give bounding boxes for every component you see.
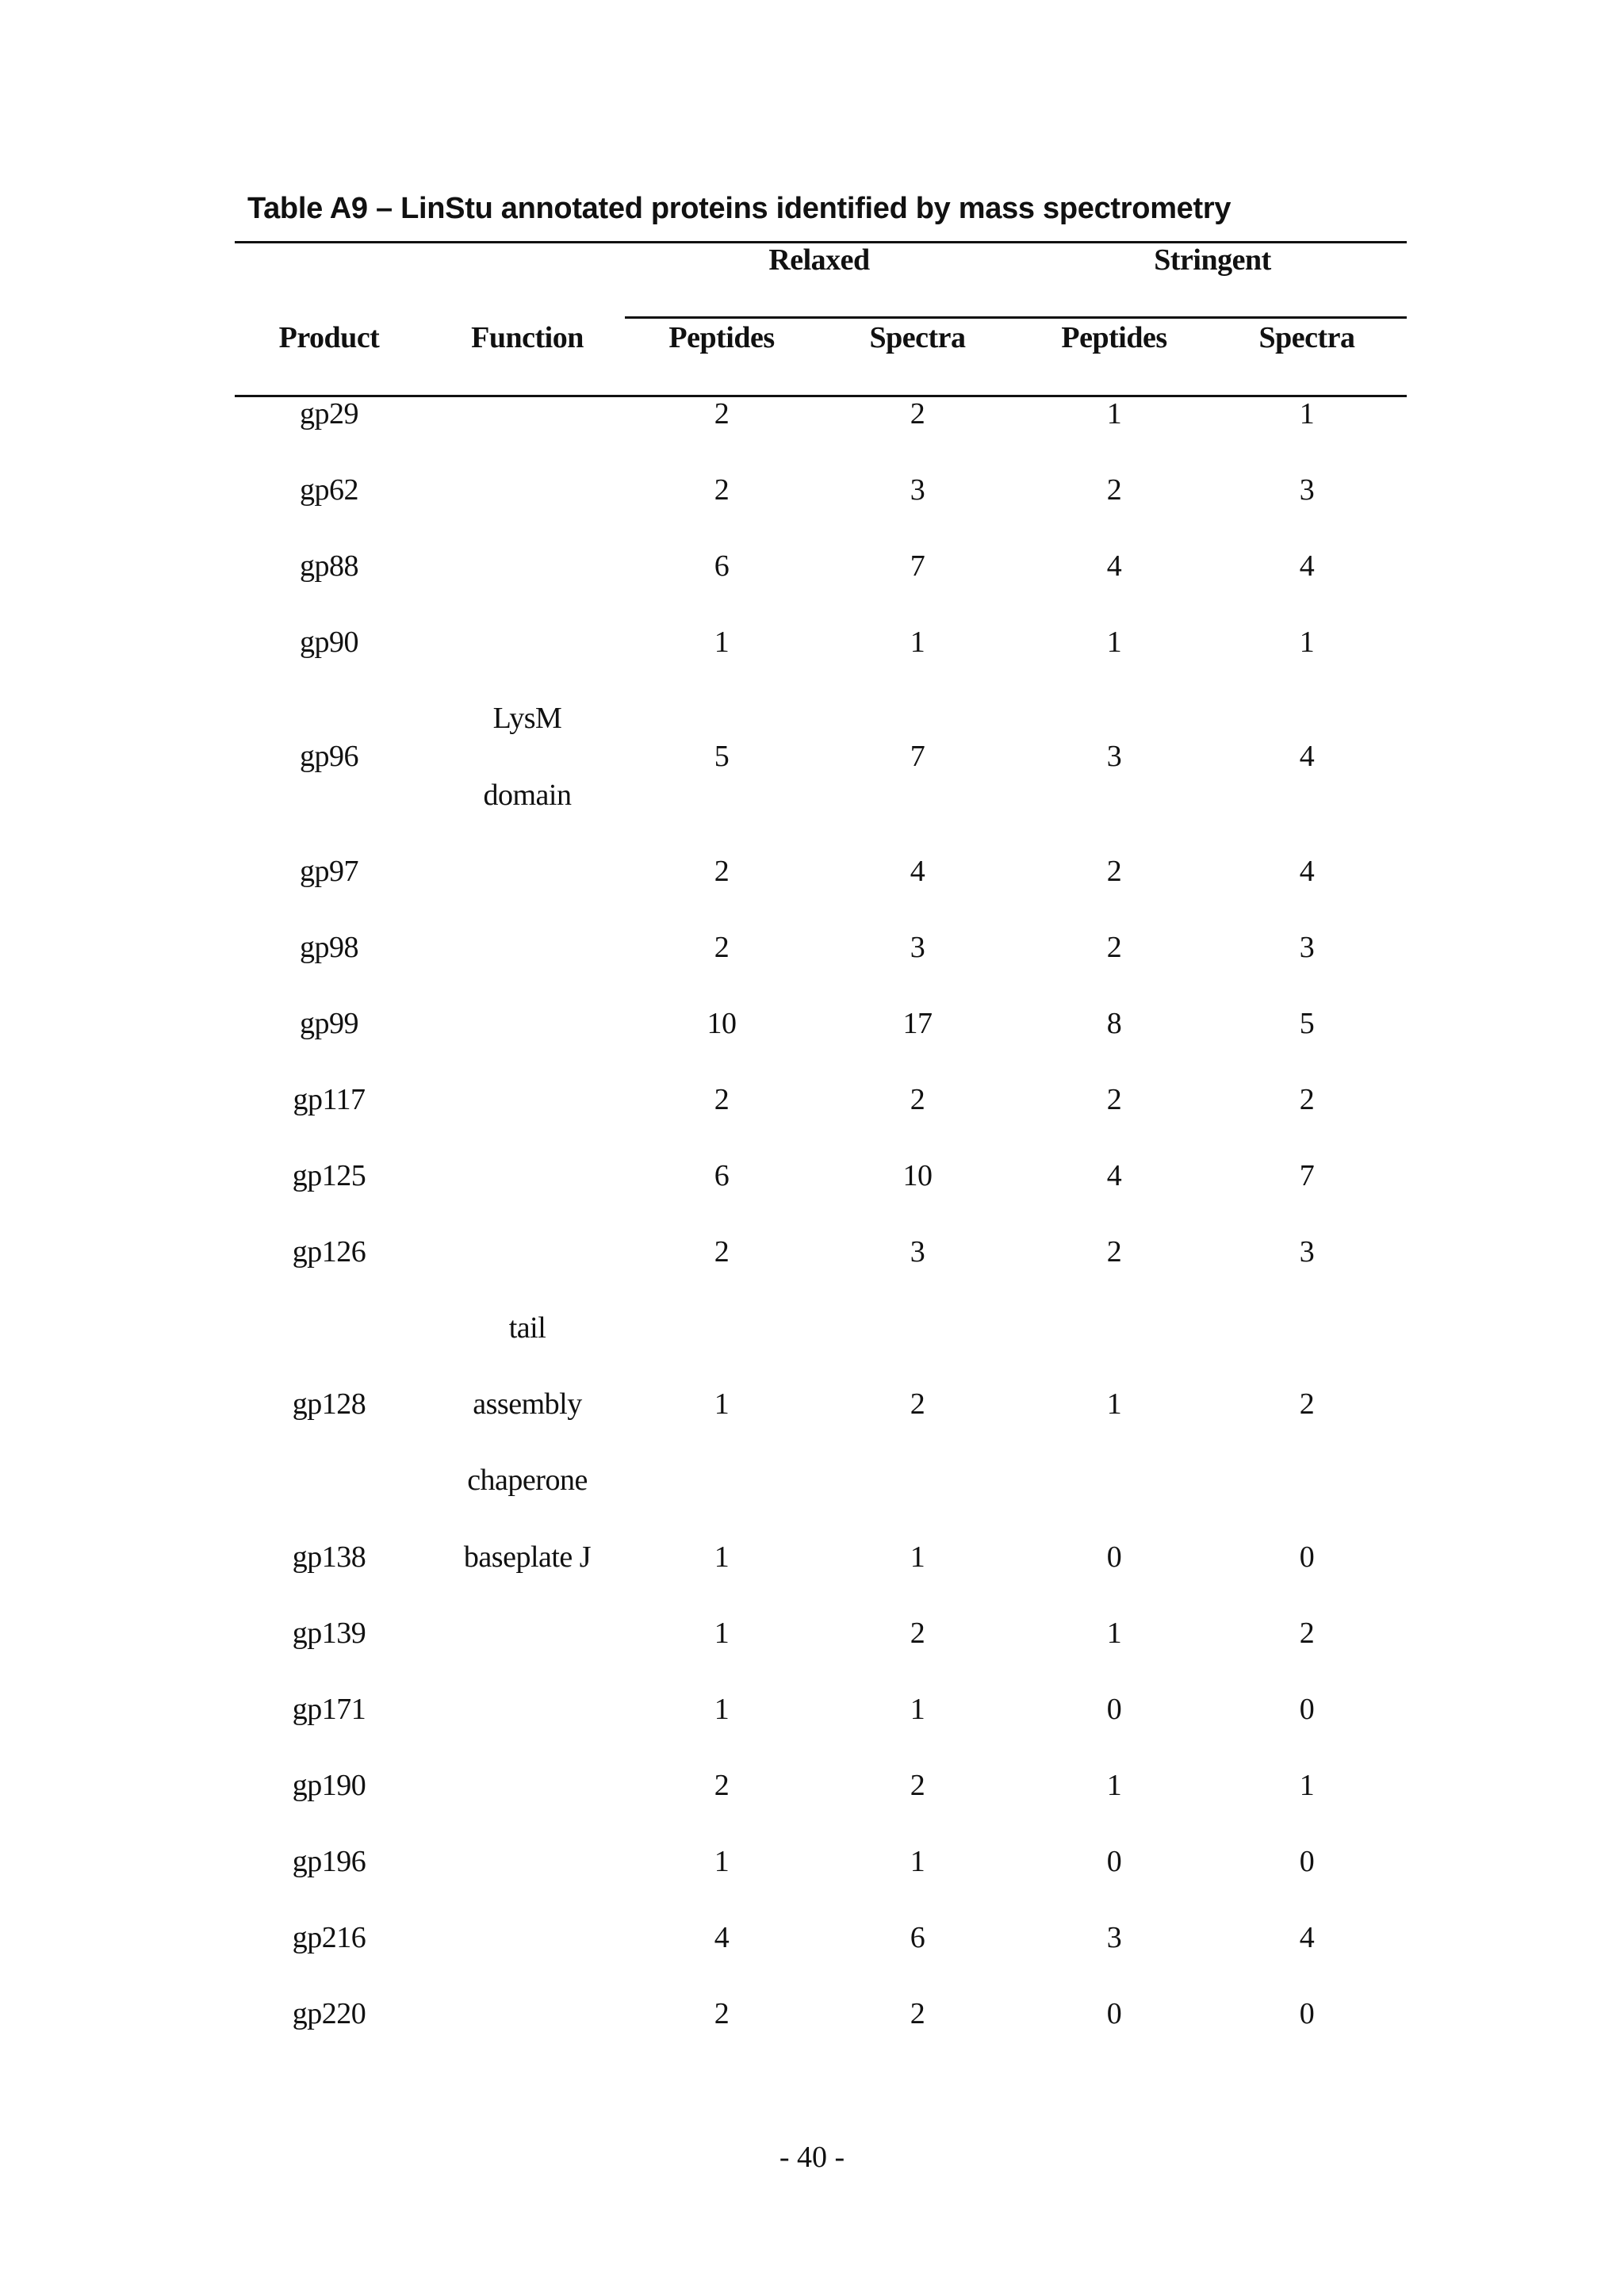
cell-stringent-spectra: 0 (1299, 1540, 1315, 1574)
cell-function: assembly (473, 1387, 582, 1421)
cell-stringent-spectra: 1 (1299, 1769, 1315, 1802)
cell-stringent-peptides: 4 (1106, 549, 1122, 583)
cell-stringent-spectra: 0 (1299, 1845, 1315, 1878)
cell-relaxed-spectra: 7 (910, 740, 925, 773)
cell-stringent-spectra: 0 (1299, 1693, 1315, 1726)
column-header-stringent-spectra: Spectra (1258, 321, 1355, 354)
cell-stringent-peptides: 0 (1106, 1540, 1122, 1574)
cell-relaxed-spectra: 2 (910, 397, 925, 430)
cell-stringent-peptides: 1 (1106, 1387, 1122, 1421)
cell-product: gp196 (292, 1845, 366, 1878)
cell-product: gp220 (292, 1997, 366, 2030)
cell-product: gp88 (300, 549, 358, 583)
column-header-relaxed-peptides: Peptides (668, 321, 775, 354)
cell-stringent-spectra: 3 (1299, 1235, 1315, 1269)
cell-relaxed-spectra: 3 (910, 1235, 925, 1269)
cell-stringent-peptides: 3 (1106, 740, 1122, 773)
cell-relaxed-peptides: 1 (714, 1540, 730, 1574)
cell-relaxed-spectra: 2 (910, 1617, 925, 1650)
cell-relaxed-peptides: 1 (714, 1693, 730, 1726)
cell-function: tail (508, 1311, 546, 1345)
column-header-stringent-peptides: Peptides (1061, 321, 1167, 354)
cell-stringent-spectra: 4 (1299, 1921, 1315, 1954)
cell-stringent-spectra: 0 (1299, 1997, 1315, 2030)
cell-relaxed-spectra: 10 (902, 1159, 933, 1192)
cell-relaxed-peptides: 6 (714, 1159, 730, 1192)
cell-stringent-peptides: 0 (1106, 1845, 1122, 1878)
cell-product: gp139 (292, 1617, 366, 1650)
cell-product: gp138 (292, 1540, 366, 1574)
group-header-stringent: Stringent (1154, 243, 1271, 277)
cell-relaxed-peptides: 4 (714, 1921, 730, 1954)
cell-stringent-peptides: 0 (1106, 1693, 1122, 1726)
cell-stringent-peptides: 2 (1106, 931, 1122, 964)
cell-stringent-peptides: 1 (1106, 397, 1122, 430)
cell-stringent-spectra: 2 (1299, 1617, 1315, 1650)
cell-relaxed-peptides: 2 (714, 855, 730, 888)
cell-relaxed-peptides: 1 (714, 1617, 730, 1650)
cell-relaxed-peptides: 1 (714, 1387, 730, 1421)
cell-stringent-peptides: 2 (1106, 855, 1122, 888)
cell-product: gp98 (300, 931, 358, 964)
cell-stringent-peptides: 4 (1106, 1159, 1122, 1192)
cell-relaxed-peptides: 10 (707, 1007, 737, 1040)
cell-stringent-spectra: 7 (1299, 1159, 1315, 1192)
cell-product: gp126 (292, 1235, 366, 1269)
cell-relaxed-spectra: 1 (910, 626, 925, 659)
cell-relaxed-peptides: 2 (714, 931, 730, 964)
cell-product: gp125 (292, 1159, 366, 1192)
cell-product: gp99 (300, 1007, 358, 1040)
cell-product: gp90 (300, 626, 358, 659)
cell-stringent-peptides: 1 (1106, 1769, 1122, 1802)
cell-stringent-peptides: 0 (1106, 1997, 1122, 2030)
cell-stringent-spectra: 1 (1299, 397, 1315, 430)
column-header-function: Function (471, 321, 584, 354)
table-caption: Table A9 – LinStu annotated proteins identified by mass spectrometry (247, 192, 1231, 225)
cell-stringent-peptides: 2 (1106, 1083, 1122, 1116)
cell-relaxed-peptides: 2 (714, 1235, 730, 1269)
cell-product: gp62 (300, 473, 358, 507)
column-header-product: Product (278, 321, 380, 354)
cell-relaxed-peptides: 5 (714, 740, 730, 773)
cell-relaxed-peptides: 1 (714, 1845, 730, 1878)
cell-function: LysM (492, 702, 562, 735)
cell-stringent-spectra: 2 (1299, 1083, 1315, 1116)
cell-stringent-peptides: 2 (1106, 1235, 1122, 1269)
cell-relaxed-peptides: 2 (714, 1083, 730, 1116)
cell-product: gp128 (292, 1387, 366, 1421)
cell-function: domain (483, 779, 572, 812)
cell-relaxed-spectra: 3 (910, 473, 925, 507)
cell-relaxed-spectra: 2 (910, 1083, 925, 1116)
cell-relaxed-spectra: 3 (910, 931, 925, 964)
cell-relaxed-peptides: 2 (714, 1769, 730, 1802)
cell-relaxed-peptides: 2 (714, 1997, 730, 2030)
cell-relaxed-spectra: 6 (910, 1921, 925, 1954)
cell-stringent-spectra: 5 (1299, 1007, 1315, 1040)
cell-product: gp96 (300, 740, 358, 773)
cell-relaxed-spectra: 2 (910, 1997, 925, 2030)
cell-stringent-spectra: 4 (1299, 549, 1315, 583)
cell-stringent-spectra: 1 (1299, 626, 1315, 659)
cell-stringent-spectra: 4 (1299, 740, 1315, 773)
cell-function: chaperone (467, 1464, 588, 1497)
group-header-rule (625, 316, 1407, 319)
cell-stringent-spectra: 3 (1299, 473, 1315, 507)
cell-product: gp29 (300, 397, 358, 430)
cell-stringent-peptides: 3 (1106, 1921, 1122, 1954)
group-header-relaxed: Relaxed (768, 243, 870, 277)
cell-stringent-spectra: 2 (1299, 1387, 1315, 1421)
cell-stringent-spectra: 4 (1299, 855, 1315, 888)
cell-function: baseplate J (463, 1540, 592, 1574)
cell-product: gp190 (292, 1769, 366, 1802)
cell-relaxed-spectra: 2 (910, 1769, 925, 1802)
cell-relaxed-peptides: 2 (714, 397, 730, 430)
cell-relaxed-spectra: 17 (902, 1007, 933, 1040)
cell-relaxed-spectra: 1 (910, 1693, 925, 1726)
cell-relaxed-spectra: 7 (910, 549, 925, 583)
cell-stringent-peptides: 8 (1106, 1007, 1122, 1040)
cell-product: gp97 (300, 855, 358, 888)
cell-relaxed-peptides: 1 (714, 626, 730, 659)
cell-relaxed-peptides: 2 (714, 473, 730, 507)
cell-product: gp171 (292, 1693, 366, 1726)
cell-product: gp117 (293, 1083, 366, 1116)
cell-stringent-peptides: 1 (1106, 626, 1122, 659)
cell-relaxed-spectra: 1 (910, 1845, 925, 1878)
cell-stringent-spectra: 3 (1299, 931, 1315, 964)
cell-relaxed-peptides: 6 (714, 549, 730, 583)
cell-stringent-peptides: 1 (1106, 1617, 1122, 1650)
page-number: - 40 - (779, 2141, 845, 2174)
cell-relaxed-spectra: 2 (910, 1387, 925, 1421)
cell-product: gp216 (292, 1921, 366, 1954)
cell-relaxed-spectra: 4 (910, 855, 925, 888)
cell-relaxed-spectra: 1 (910, 1540, 925, 1574)
cell-stringent-peptides: 2 (1106, 473, 1122, 507)
column-header-relaxed-spectra: Spectra (869, 321, 966, 354)
